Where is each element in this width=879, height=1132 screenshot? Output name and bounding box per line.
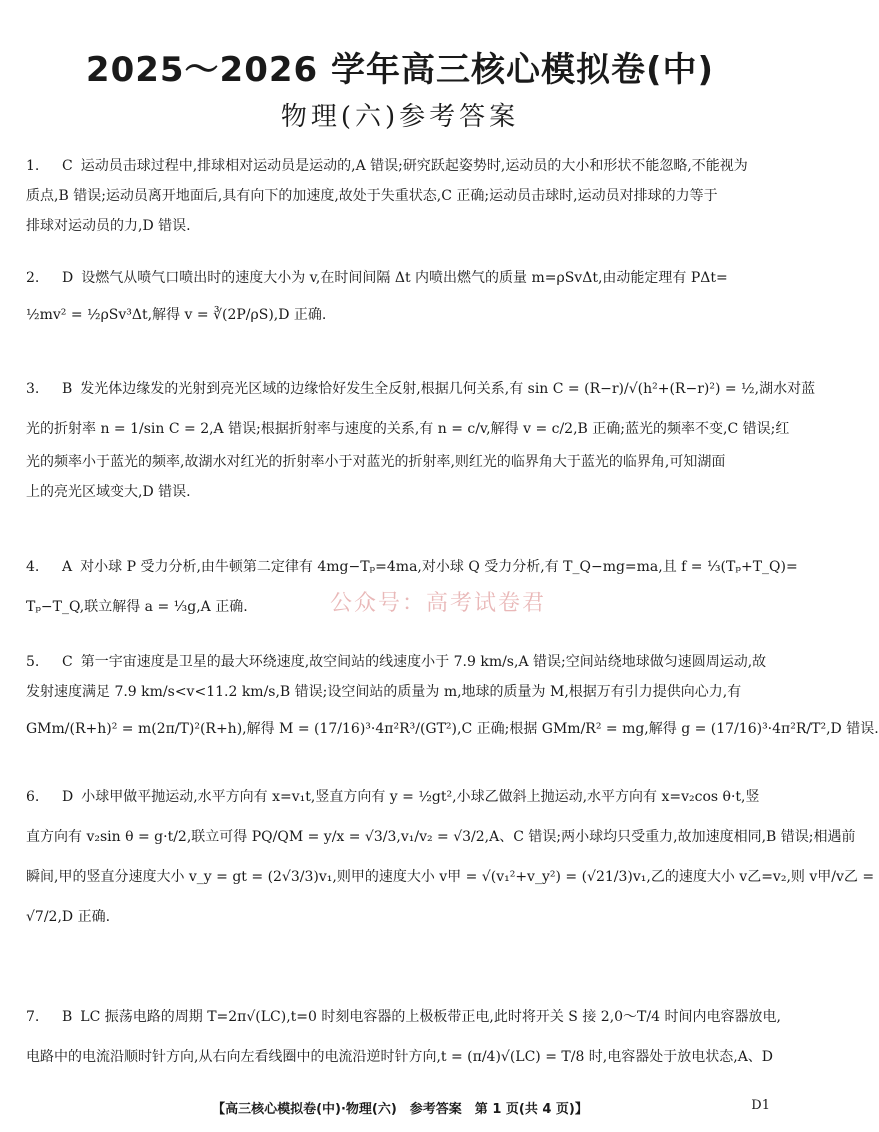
answer-text-line: 发光体边缘发的光射到亮光区域的边缘恰好发生全反射,根据几何关系,有 sin C = (R−r)/√(h²+(R−r)²) = ½,湖水对蓝 [80, 381, 816, 397]
answer-text-line: ½mv² = ½ρSv³Δt,解得 v = ∛(2P/ρS),D 正确. [26, 307, 327, 323]
answer-text-line: 发射速度满足 7.9 km/s<v<11.2 km/s,B 错误;设空间站的质量为 m,地球的质量为 M,根据万有引力提供向心力,有 [26, 684, 742, 700]
answer-key: B [62, 1009, 73, 1025]
answer-number: 4. [26, 559, 40, 575]
answer-text-line: 设燃气从喷气口喷出时的速度大小为 v,在时间间隔 Δt 内喷出燃气的质量 m=ρSvΔt,由动能定理有 PΔt= [81, 270, 728, 286]
answer-text-line: 电路中的电流沿顺时针方向,从右向左看线圈中的电流沿逆时针方向,t = (π/4)√(LC) = T/8 时,电容器处于放电状态,A、D [26, 1049, 774, 1065]
answer-text-line: 第一宇宙速度是卫星的最大环绕速度,故空间站的线速度小于 7.9 km/s,A 错误;空间站绕地球做匀速圆周运动,故 [80, 654, 767, 670]
answer-text-line: GMm/(R+h)² = m(2π/T)²(R+h),解得 M = (17/16)³·4π²R³/(GT²),C 正确;根据 GMm/R² = mg,解得 g = (17/16)³·4π²R/T²,D 错误. [26, 721, 879, 737]
watermark: 公众号：高考试卷君 [330, 591, 547, 616]
answer-number: 5. [26, 654, 40, 670]
page-subtitle: 物理(六)参考答案 [280, 102, 520, 132]
answer-text-line: √7/2,D 正确. [26, 909, 111, 925]
answer-text-line: 上的亮光区域变大,D 错误. [26, 484, 191, 500]
answer-key: C [62, 158, 73, 174]
answer-text-line: 排球对运动员的力,D 错误. [26, 218, 191, 234]
answer-text-line: 小球甲做平抛运动,水平方向有 x=v₁t,竖直方向有 y = ½gt²,小球乙做斜上抛运动,水平方向有 x=v₂cos θ·t,竖 [81, 789, 760, 805]
answer-key: D [62, 270, 74, 286]
answer-number: 7. [26, 1009, 40, 1025]
answer-item-1 [26, 156, 774, 246]
page-title: 2025～2026 学年高三核心模拟卷(中) [85, 50, 715, 90]
answer-item-3 [26, 372, 816, 512]
footer-code: D1 [751, 1098, 770, 1113]
answer-number: 2. [26, 270, 40, 286]
answer-key: D [62, 789, 74, 805]
answer-text-line: 瞬间,甲的竖直分速度大小 v_y = gt = (2√3/3)v₁,则甲的速度大小 v甲 = √(v₁²+v_y²) = (√21/3)v₁,乙的速度大小 v乙=v₂,则 v甲/v乙 = [26, 869, 875, 885]
answer-number: 3. [26, 381, 40, 397]
answer-item-6 [26, 780, 875, 940]
answer-item-7 [26, 1000, 781, 1080]
answer-text-line: 运动员击球过程中,排球相对运动员是运动的,A 错误;研究跃起姿势时,运动员的大小和形状不能忽略,不能视为 [80, 158, 748, 174]
answer-text-line: 质点,B 错误;运动员离开地面后,具有向下的加速度,故处于失重状态,C 正确;运动员击球时,运动员对排球的力等于 [26, 188, 718, 204]
answer-text-line: 直方向有 v₂sin θ = g·t/2,联立可得 PQ/QM = y/x = √3/3,v₁/v₂ = √3/2,A、C 错误;两小球均只受重力,故加速度相同,B 错误;相遇前 [26, 829, 856, 845]
answer-key: A [62, 559, 73, 575]
answer-key: C [62, 654, 73, 670]
page-footer: 【高三核心模拟卷(中)·物理(六) 参考答案 第 1 页(共 4 页)】 [212, 1102, 588, 1117]
answer-key: B [62, 381, 73, 397]
answer-number: 1. [26, 158, 40, 174]
answer-item-5 [26, 652, 879, 752]
answer-text-line: LC 振荡电路的周期 T=2π√(LC),t=0 时刻电容器的上极板带正电,此时将开关 S 接 2,0～T/4 时间内电容器放电, [80, 1009, 781, 1025]
answer-item-2 [26, 268, 774, 338]
answer-text-line: 光的频率小于蓝光的频率,故湖水对红光的折射率小于对蓝光的折射率,则红光的临界角大于蓝光的临界角,可知湖面 [26, 454, 726, 470]
answer-number: 6. [26, 789, 40, 805]
answer-text-line: Tₚ−T_Q,联立解得 a = ⅓g,A 正确. [26, 599, 248, 615]
answer-text-line: 光的折射率 n = 1/sin C = 2,A 错误;根据折射率与速度的关系,有 n = c/v,解得 v = c/2,B 正确;蓝光的频率不变,C 错误;红 [26, 421, 790, 437]
answer-text-line: 对小球 P 受力分析,由牛顿第二定律有 4mg−Tₚ=4ma,对小球 Q 受力分析,有 T_Q−mg=ma,且 f = ⅓(Tₚ+T_Q)= [80, 559, 798, 575]
